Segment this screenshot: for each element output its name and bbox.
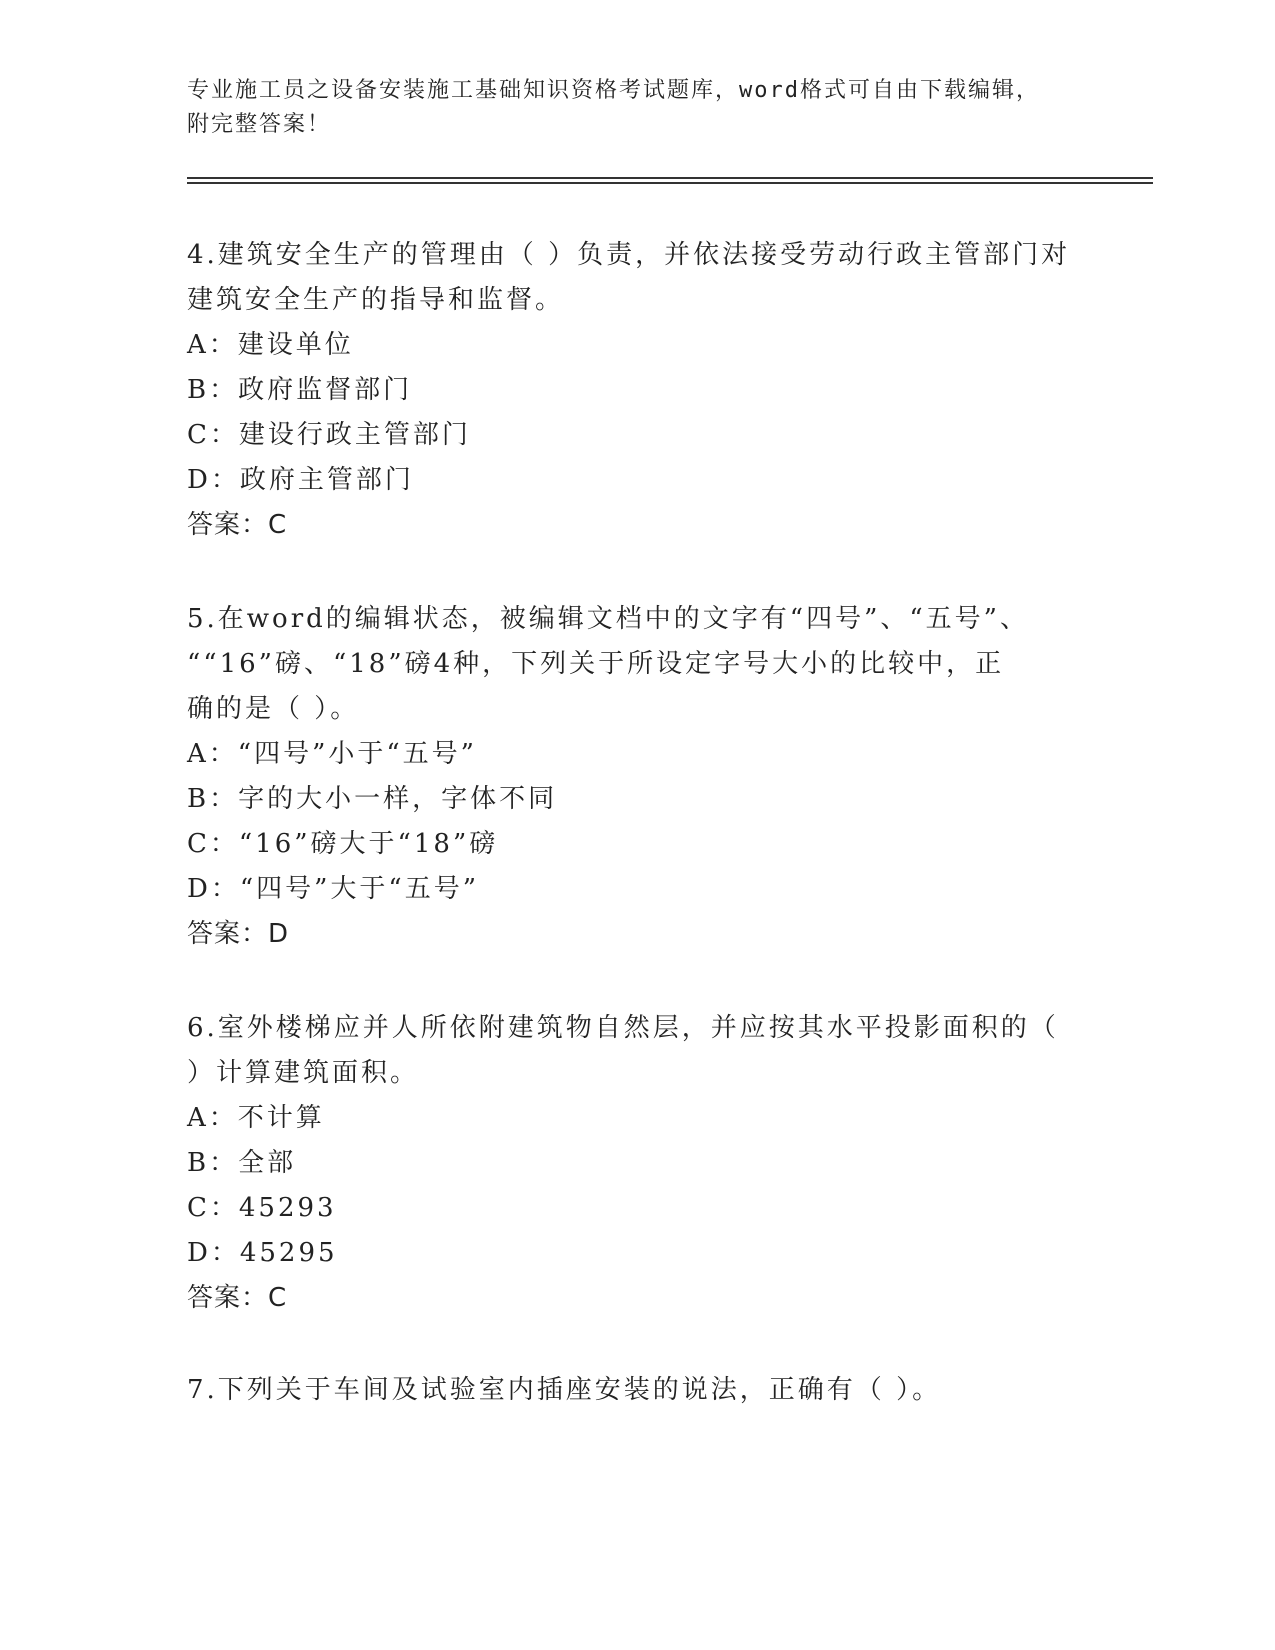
answer-line: 答案：C xyxy=(187,1283,288,1313)
option-d: D：政府主管部门 xyxy=(187,465,414,495)
option-b: B：全部 xyxy=(187,1148,297,1178)
question-stem-line: ）计算建筑面积。 xyxy=(187,1058,420,1088)
header-line-2: 附完整答案！ xyxy=(187,112,332,137)
option-b: B：字的大小一样，字体不同 xyxy=(187,784,558,814)
question-stem-line: 6.室外楼梯应并人所依附建筑物自然层，并应按其水平投影面积的（ xyxy=(187,1013,1059,1043)
header-divider-top xyxy=(187,177,1153,179)
answer-line: 答案：C xyxy=(187,510,288,540)
question-7 xyxy=(187,1368,1087,1413)
question-stem-line: 确的是（ ）。 xyxy=(187,694,360,724)
header-divider-bottom xyxy=(187,182,1153,184)
question-stem-line: 7.下列关于车间及试验室内插座安装的说法，正确有（ ）。 xyxy=(187,1375,942,1405)
question-stem-line: 5.在word的编辑状态，被编辑文档中的文字有“四号”、“五号”、 xyxy=(187,604,1029,634)
option-a: A：不计算 xyxy=(187,1103,325,1133)
document-header xyxy=(187,74,1067,142)
option-c: C：建设行政主管部门 xyxy=(187,420,471,450)
question-stem-line: 4.建筑安全生产的管理由（ ）负责，并依法接受劳动行政主管部门对 xyxy=(187,240,1071,270)
question-stem-line: 建筑安全生产的指导和监督。 xyxy=(187,285,565,315)
header-line-1: 专业施工员之设备安装施工基础知识资格考试题库，word格式可自由下载编辑， xyxy=(187,78,1040,103)
question-6 xyxy=(187,1006,1087,1321)
option-c: C：45293 xyxy=(187,1193,337,1223)
question-5 xyxy=(187,597,1087,957)
answer-line: 答案：D xyxy=(187,919,290,949)
option-a: A：“四号”小于“五号” xyxy=(187,739,477,769)
option-d: D：“四号”大于“五号” xyxy=(187,874,480,904)
option-a: A：建设单位 xyxy=(187,330,354,360)
option-c: C：“16”磅大于“18”磅 xyxy=(187,829,499,859)
question-stem-line: ““16”磅、“18”磅4种，下列关于所设定字号大小的比较中，正 xyxy=(187,649,1005,679)
option-b: B：政府监督部门 xyxy=(187,375,413,405)
option-d: D：45295 xyxy=(187,1238,338,1268)
question-4 xyxy=(187,233,1087,548)
